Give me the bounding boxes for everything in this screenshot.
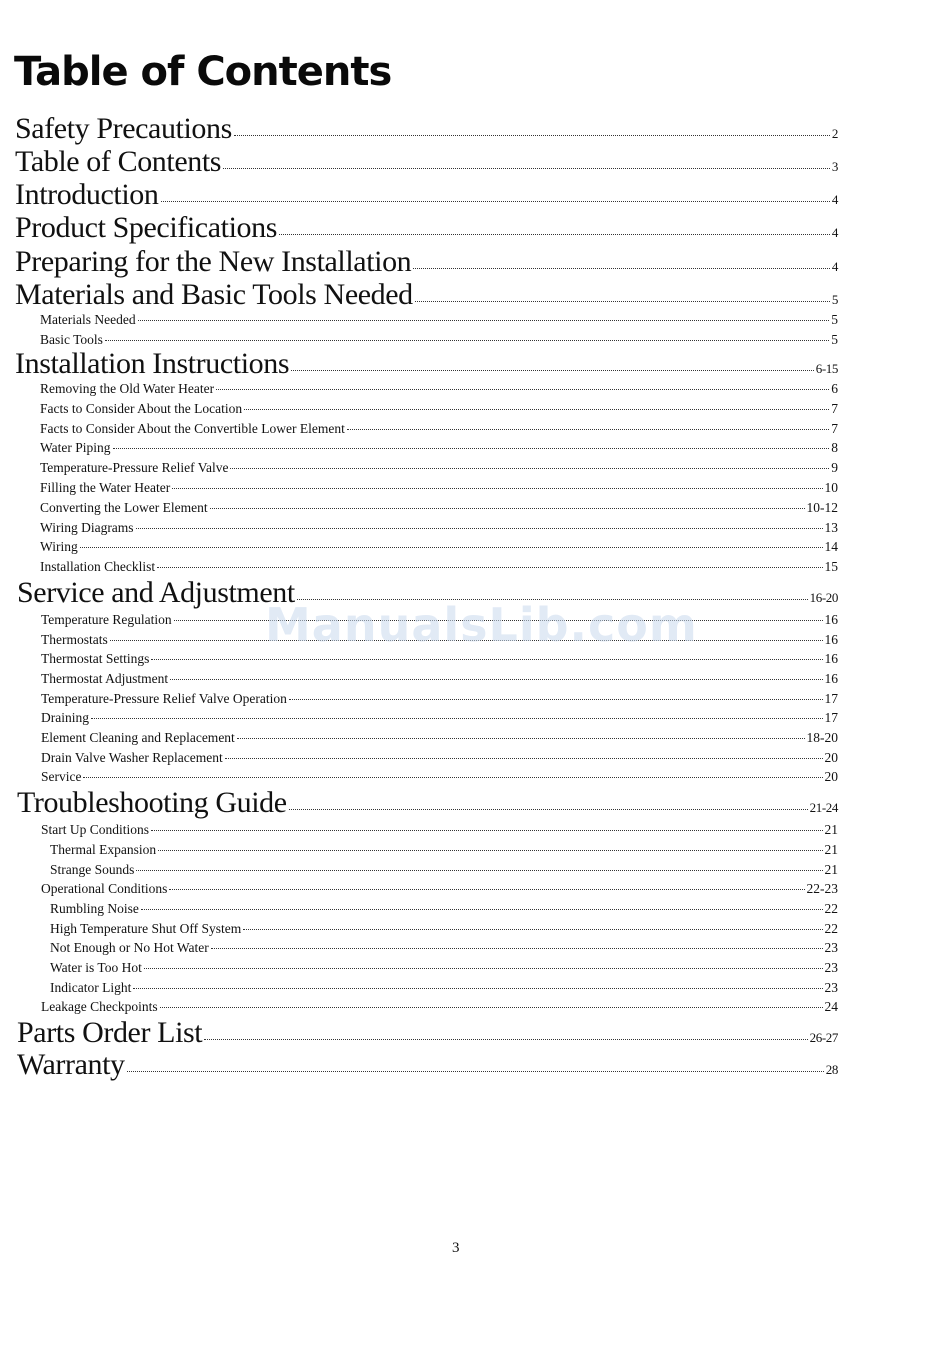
toc-entry-page: 16 <box>824 651 838 666</box>
toc-entry-thermostat-adjustment[interactable] <box>41 671 838 687</box>
toc-entry-operational-conditions[interactable] <box>41 881 838 897</box>
toc-entry-page: 9 <box>831 460 838 475</box>
dot-leader <box>289 809 808 810</box>
toc-entry-page: 3 <box>831 159 838 174</box>
toc-entry-temperature-pressure-relief-valve-operation[interactable] <box>41 691 838 707</box>
toc-entry-label: Parts Order List <box>17 1016 203 1049</box>
dot-leader <box>211 948 823 949</box>
toc-entry-not-enough-or-no-hot-water[interactable] <box>50 940 838 956</box>
toc-entry-label: Thermostat Adjustment <box>41 671 169 686</box>
dot-leader <box>223 168 830 169</box>
dot-leader <box>216 389 829 390</box>
dot-leader <box>151 830 822 831</box>
toc-entry-label: Thermostats <box>41 632 108 647</box>
dot-leader <box>161 201 830 202</box>
toc-entry-page: 5 <box>831 292 838 307</box>
dot-leader <box>151 659 822 660</box>
toc-entry-page: 22 <box>824 901 838 916</box>
toc-entry-service[interactable] <box>41 769 838 785</box>
toc-entry-label: Draining <box>41 710 89 725</box>
page-title: Table of Contents <box>14 49 392 95</box>
toc-entry-safety-precautions[interactable] <box>15 112 838 146</box>
toc-entry-label: Start Up Conditions <box>41 822 150 837</box>
toc-entry-page: 17 <box>824 691 838 706</box>
toc-entry-label: Troubleshooting Guide <box>17 786 287 819</box>
toc-entry-label: Installation Checklist <box>40 559 156 574</box>
toc-entry-wiring[interactable] <box>40 539 838 555</box>
toc-entry-label: Thermal Expansion <box>50 842 157 857</box>
dot-leader <box>169 889 804 890</box>
toc-entry-label: Facts to Consider About the Convertible Lower Element <box>40 421 345 436</box>
toc-entry-drain-valve-washer-replacement[interactable] <box>41 750 838 766</box>
toc-entry-page: 21 <box>824 862 838 877</box>
dot-leader <box>138 320 830 321</box>
dot-leader <box>141 909 823 910</box>
toc-entry-page: 8 <box>831 440 838 455</box>
toc-entry-page: 10-12 <box>806 500 838 515</box>
toc-entry-page: 21 <box>824 822 838 837</box>
toc-entry-label: Temperature-Pressure Relief Valve <box>40 460 229 475</box>
toc-entry-page: 16 <box>824 671 838 686</box>
dot-leader <box>136 870 822 871</box>
toc-entry-label: Strange Sounds <box>50 862 135 877</box>
dot-leader <box>210 508 805 509</box>
dot-leader <box>133 988 822 989</box>
toc-entry-label: Introduction <box>15 178 159 211</box>
toc-entry-page: 13 <box>824 520 838 535</box>
dot-leader <box>289 699 823 700</box>
toc-entry-rumbling-noise[interactable] <box>50 901 838 917</box>
dot-leader <box>291 370 814 371</box>
toc-entry-label: Materials and Basic Tools Needed <box>15 278 413 311</box>
toc-entry-label: Leakage Checkpoints <box>41 999 158 1014</box>
dot-leader <box>234 135 830 136</box>
dot-leader <box>113 448 830 449</box>
toc-entry-leakage-checkpoints[interactable] <box>41 999 838 1015</box>
toc-entry-table-of-contents[interactable] <box>15 145 838 179</box>
toc-entry-preparing-for-the-new-installation[interactable] <box>15 245 838 279</box>
toc-entry-label: Safety Precautions <box>15 112 232 145</box>
toc-entry-page: 4 <box>831 259 838 274</box>
toc-entry-page: 5 <box>831 312 838 327</box>
toc-entry-label: Temperature Regulation <box>41 612 172 627</box>
toc-entry-page: 16-20 <box>809 590 838 605</box>
toc-entry-water-piping[interactable] <box>40 440 838 456</box>
page-number: 3 <box>452 1240 460 1256</box>
dot-leader <box>347 429 829 430</box>
toc-entry-label: Thermostat Settings <box>41 651 150 666</box>
toc-entry-label: Installation Instructions <box>15 347 290 380</box>
toc-entry-label: Indicator Light <box>50 980 132 995</box>
toc-entry-page: 23 <box>824 980 838 995</box>
dot-leader <box>237 738 805 739</box>
toc-entry-label: Water Piping <box>40 440 111 455</box>
toc-entry-page: 10 <box>824 480 838 495</box>
toc-entry-page: 21 <box>824 842 838 857</box>
dot-leader <box>136 528 823 529</box>
toc-entry-wiring-diagrams[interactable] <box>40 520 838 536</box>
toc-entry-page: 20 <box>824 750 838 765</box>
dot-leader <box>243 929 822 930</box>
dot-leader <box>413 268 830 269</box>
toc-entry-facts-to-consider-about-the-convertible-lower-element[interactable] <box>40 421 838 437</box>
toc-entry-label: Rumbling Noise <box>50 901 139 916</box>
toc-entry-page: 26-27 <box>809 1030 838 1045</box>
toc-entry-converting-the-lower-element[interactable] <box>40 500 838 516</box>
toc-entry-page: 22 <box>824 921 838 936</box>
dot-leader <box>144 968 823 969</box>
toc-entry-installation-instructions[interactable] <box>15 347 838 381</box>
toc-entry-page: 17 <box>824 710 838 725</box>
toc-entry-indicator-light[interactable] <box>50 980 838 996</box>
toc-entry-facts-to-consider-about-the-location[interactable] <box>40 401 838 417</box>
toc-entry-label: Not Enough or No Hot Water <box>50 940 209 955</box>
toc-entry-page: 5 <box>831 332 838 347</box>
toc-entry-materials-needed[interactable] <box>40 312 838 328</box>
dot-leader <box>80 547 823 548</box>
toc-entry-label: Product Specifications <box>15 211 277 244</box>
toc-entry-label: Warranty <box>17 1048 125 1081</box>
toc-entry-page: 4 <box>831 225 838 240</box>
dot-leader <box>244 409 829 410</box>
toc-entry-thermal-expansion[interactable] <box>50 842 838 858</box>
toc-entry-page: 2 <box>831 126 838 141</box>
toc-entry-start-up-conditions[interactable] <box>41 822 838 838</box>
toc-entry-label: Wiring <box>40 539 78 554</box>
toc-entry-label: Filling the Water Heater <box>40 480 171 495</box>
toc-entry-page: 4 <box>831 192 838 207</box>
toc-entry-product-specifications[interactable] <box>15 211 838 245</box>
toc-entry-parts-order-list[interactable] <box>17 1016 838 1050</box>
toc-entry-thermostat-settings[interactable] <box>41 651 838 667</box>
toc-entry-high-temperature-shut-off-system[interactable] <box>50 921 838 937</box>
toc-entry-filling-the-water-heater[interactable] <box>40 480 838 496</box>
toc-entry-introduction[interactable] <box>15 178 838 212</box>
toc-entry-installation-checklist[interactable] <box>40 559 838 575</box>
toc-entry-label: Temperature-Pressure Relief Valve Operation <box>41 691 287 706</box>
dot-leader <box>279 234 830 235</box>
dot-leader <box>172 488 822 489</box>
toc-entry-label: Facts to Consider About the Location <box>40 401 243 416</box>
toc-entry-element-cleaning-and-replacement[interactable] <box>41 730 838 746</box>
toc-entry-page: 20 <box>824 769 838 784</box>
toc-entry-label: Converting the Lower Element <box>40 500 208 515</box>
toc-entry-label: Removing the Old Water Heater <box>40 381 215 396</box>
toc-entry-water-is-too-hot[interactable] <box>50 960 838 976</box>
toc-entry-page: 16 <box>824 612 838 627</box>
toc-entry-label: Basic Tools <box>40 332 103 347</box>
dot-leader <box>204 1039 807 1040</box>
dot-leader <box>83 777 822 778</box>
dot-leader <box>91 718 823 719</box>
dot-leader <box>127 1071 824 1072</box>
toc-entry-page: 22-23 <box>806 881 838 896</box>
toc-entry-page: 6 <box>831 381 838 396</box>
dot-leader <box>105 340 829 341</box>
toc-entry-label: Preparing for the New Installation <box>15 245 412 278</box>
toc-entry-draining[interactable] <box>41 710 838 726</box>
toc-entry-label: Wiring Diagrams <box>40 520 134 535</box>
toc-entry-label: Service and Adjustment <box>17 576 295 609</box>
toc-entry-warranty[interactable] <box>17 1048 838 1082</box>
toc-entry-label: Service <box>41 769 82 784</box>
toc-entry-materials-and-basic-tools-needed[interactable] <box>15 278 838 312</box>
toc-entry-page: 16 <box>824 632 838 647</box>
watermark: ManualsLib.com <box>265 598 698 652</box>
dot-leader <box>170 679 822 680</box>
toc-entry-troubleshooting-guide[interactable] <box>17 786 838 820</box>
dot-leader <box>230 468 829 469</box>
toc-entry-page: 15 <box>824 559 838 574</box>
toc-entry-strange-sounds[interactable] <box>50 862 838 878</box>
toc-entry-page: 7 <box>831 401 838 416</box>
toc-entry-label: Materials Needed <box>40 312 136 327</box>
toc-entry-basic-tools[interactable] <box>40 332 838 348</box>
toc-entry-page: 18-20 <box>806 730 838 745</box>
toc-entry-label: Water is Too Hot <box>50 960 142 975</box>
toc-entry-label: Operational Conditions <box>41 881 168 896</box>
toc-entry-label: Table of Contents <box>15 145 222 178</box>
toc-entry-page: 14 <box>824 539 838 554</box>
toc-entry-page: 23 <box>824 960 838 975</box>
toc-entry-label: High Temperature Shut Off System <box>50 921 242 936</box>
toc-entry-removing-the-old-water-heater[interactable] <box>40 381 838 397</box>
dot-leader <box>415 301 830 302</box>
toc-entry-page: 7 <box>831 421 838 436</box>
dot-leader <box>158 850 822 851</box>
toc-entry-label: Element Cleaning and Replacement <box>41 730 235 745</box>
toc-entry-page: 28 <box>825 1062 838 1077</box>
dot-leader <box>160 1007 823 1008</box>
toc-entry-page: 23 <box>824 940 838 955</box>
dot-leader <box>157 567 822 568</box>
toc-entry-label: Drain Valve Washer Replacement <box>41 750 223 765</box>
toc-entry-temperature-pressure-relief-valve[interactable] <box>40 460 838 476</box>
toc-entry-page: 21-24 <box>809 800 838 815</box>
toc-entry-page: 24 <box>824 999 838 1014</box>
dot-leader <box>225 758 823 759</box>
toc-entry-page: 6-15 <box>815 361 838 376</box>
